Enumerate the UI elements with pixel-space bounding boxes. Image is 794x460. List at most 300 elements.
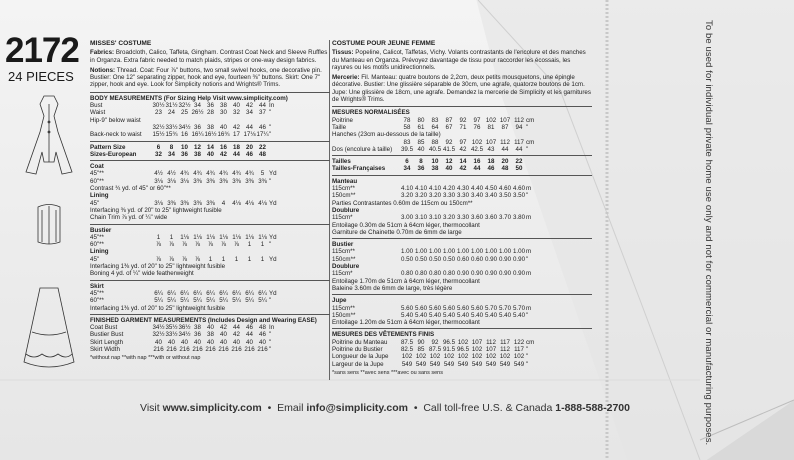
table-cell: 40	[207, 324, 214, 332]
table-cell: ⅞	[168, 241, 175, 249]
table-cell: 16½	[204, 131, 217, 139]
table-cell: ⅞	[181, 255, 188, 263]
table-cell: 4⅛	[232, 199, 241, 207]
table-cell: 37	[259, 109, 266, 117]
table-cell: 39.5	[400, 145, 414, 153]
table-cell: "	[269, 109, 272, 117]
table-cell: 42	[220, 150, 227, 158]
table-cell: 6¼	[193, 289, 202, 297]
table-cell	[428, 241, 442, 248]
row-label: Waist	[90, 109, 106, 117]
row-label: Doublure	[332, 263, 360, 271]
table-cell	[204, 227, 217, 234]
table-cell	[191, 248, 204, 255]
row-label: 150cm**	[332, 311, 356, 319]
divider	[332, 155, 592, 156]
table-cell	[204, 117, 217, 124]
table-cell: 216	[153, 345, 164, 353]
table-row	[332, 117, 592, 124]
divider	[90, 224, 330, 225]
table-cell	[152, 283, 165, 290]
table-cell	[456, 178, 470, 185]
table-cell: 44	[246, 331, 253, 339]
divider	[332, 238, 592, 239]
table-cell: cm	[526, 138, 535, 146]
table-cell: 3⅜	[193, 199, 202, 207]
table-cell: 34½	[178, 331, 191, 339]
row-label: 60"**	[90, 241, 104, 249]
table-cell: 4.60	[498, 185, 512, 193]
row-label: Back-neck to waist	[90, 131, 142, 139]
table-cell: 3⅛	[154, 199, 163, 207]
table-cell: cm	[526, 338, 535, 346]
table-cell	[498, 207, 512, 214]
table-cell: 16	[220, 143, 227, 151]
table-cell: "	[269, 345, 272, 353]
table-cell	[526, 263, 534, 270]
table-cell: 117	[514, 345, 524, 353]
divider	[332, 328, 592, 329]
table-cell: 102	[471, 353, 483, 361]
row-label: Lining	[90, 248, 109, 256]
table-cell: 107	[485, 345, 497, 353]
table-cell: 5.40	[512, 311, 526, 319]
table-cell: 102	[485, 353, 497, 361]
table-cell: Yd	[269, 255, 277, 263]
table-cell	[191, 192, 204, 199]
row-label: Skirt Length	[90, 338, 124, 346]
table-cell: 44	[246, 123, 253, 131]
table-cell: 3.20	[442, 214, 456, 222]
footnote-fr: *sans sens **avec sens ***avec ou sans sens	[332, 369, 443, 376]
table-cell: 3⅜	[167, 199, 176, 207]
table-cell	[256, 192, 269, 199]
notions-en: Notions: Thread. Coat: Four ⅞" buttons, two small swivel hooks, one decorative pin. Bustier: One 12" separating zipper, hook and eye, fourteen ⅜" buttons. Skirt: One 7" zipper, hook and eye. Look for Simplicity notions and Wrights® Trims.	[90, 66, 322, 89]
table-cell	[152, 227, 165, 234]
table-cell: 5¼	[219, 297, 228, 305]
table-cell: 34	[246, 109, 253, 117]
table-cell: 46	[246, 150, 253, 158]
row-label: 60"**	[90, 297, 104, 305]
table-cell: 1.00	[470, 248, 484, 256]
table-cell: 3.00	[400, 214, 414, 222]
table-cell: 107	[485, 138, 497, 146]
table-cell: 5¼	[180, 297, 189, 305]
table-cell	[230, 163, 243, 170]
finished-title-en: FINISHED GARMENT MEASUREMENTS (Includes Design and Wearing EASE)	[90, 316, 317, 324]
table-cell: 216	[218, 345, 229, 353]
table-cell: 44	[233, 324, 240, 332]
table-cell: Yd	[269, 233, 277, 241]
finished-title-fr: MESURES DES VÊTEMENTS FINIS	[332, 331, 435, 339]
table-cell: 32	[155, 150, 162, 158]
table-cell	[484, 241, 498, 248]
table-cell: 3.30	[456, 214, 470, 222]
table-cell: 38	[220, 102, 227, 110]
table-cell: 3.50	[498, 192, 512, 200]
table-cell: 0.80	[442, 270, 456, 278]
table-cell: 22	[515, 158, 523, 166]
table-cell	[526, 165, 534, 172]
table-cell: 3.20	[428, 192, 442, 200]
table-cell: 12	[194, 143, 201, 151]
row-label: Jupe	[332, 297, 347, 305]
table-cell: 117	[500, 338, 510, 346]
row-label: 45"**	[90, 233, 104, 241]
table-row	[90, 178, 330, 185]
row-label: Tailles-Françaises	[332, 165, 386, 173]
table-row	[90, 170, 330, 177]
table-cell: 549	[499, 360, 511, 368]
row-label: 115cm*	[332, 270, 353, 278]
table-cell: 0.50	[414, 255, 428, 263]
table-row	[90, 192, 330, 199]
table-cell: 18	[487, 158, 495, 166]
table-cell	[269, 117, 277, 124]
table-row	[90, 346, 330, 353]
table-cell: 5.40	[414, 311, 428, 319]
table-cell: 1.00	[414, 248, 428, 256]
table-cell: 1.00	[498, 248, 512, 256]
table-cell: "	[269, 338, 272, 346]
table-cell: 3.30	[456, 192, 470, 200]
table-cell: 4⅛	[245, 199, 254, 207]
english-column	[90, 40, 330, 363]
table-cell: 32	[233, 109, 240, 117]
row-label: 45"**	[90, 289, 104, 297]
table-cell: 122	[513, 338, 525, 346]
row-label: Manteau	[332, 177, 358, 185]
table-cell: 1⅛	[180, 233, 189, 241]
table-cell: 102	[499, 353, 511, 361]
table-cell: 92	[445, 138, 453, 146]
table-row	[90, 227, 330, 234]
table-cell: 44	[259, 102, 266, 110]
table-cell	[165, 163, 178, 170]
table-cell: 44	[473, 165, 481, 173]
table-cell	[217, 192, 230, 199]
table-cell: 0.50	[442, 255, 456, 263]
table-cell: 10	[181, 143, 188, 151]
table-row	[332, 305, 592, 312]
table-cell: 90	[417, 338, 425, 346]
table-cell: 549	[457, 360, 469, 368]
table-cell: 0.50	[428, 255, 442, 263]
table-cell	[217, 248, 230, 255]
phone-number[interactable]: 1-888-588-2700	[555, 402, 630, 414]
table-cell: 97	[459, 138, 467, 146]
table-cell: 4¾	[245, 170, 254, 178]
coat-contrast-en: Contrast ¾ yd. of 45" or 60"**	[90, 185, 171, 193]
table-cell: 3.10	[414, 214, 428, 222]
table-cell: 87.5	[428, 345, 442, 353]
table-cell: m	[526, 185, 532, 193]
table-cell: 1	[247, 255, 252, 263]
table-cell: 3.20	[414, 192, 428, 200]
table-cell: 8	[419, 158, 423, 166]
table-cell: 3.60	[484, 214, 498, 222]
table-cell: ⅞	[155, 255, 162, 263]
table-cell: 549	[485, 360, 497, 368]
table-cell: 549	[471, 360, 483, 368]
table-cell: 40	[246, 338, 253, 346]
table-cell: 5.70	[512, 304, 526, 312]
table-cell: 34½	[178, 123, 191, 131]
table-cell	[165, 227, 178, 234]
table-row	[90, 234, 330, 241]
email-link[interactable]: info@simplicity.com	[306, 402, 408, 414]
table-cell: 5.40	[400, 311, 414, 319]
table-cell	[512, 241, 526, 248]
table-cell: 92	[459, 116, 467, 124]
table-row	[90, 117, 330, 124]
divider	[90, 160, 330, 161]
table-row	[90, 163, 330, 170]
table-cell	[498, 131, 512, 138]
table-cell: "	[526, 353, 529, 361]
table-row	[332, 353, 592, 360]
table-cell: 6	[405, 158, 409, 166]
table-cell: 88	[431, 138, 439, 146]
table-cell: 112	[486, 338, 496, 346]
table-cell: 85	[417, 138, 425, 146]
table-cell: m	[526, 270, 532, 278]
table-cell: In	[269, 324, 275, 332]
table-cell	[230, 283, 243, 290]
table-cell: 102	[513, 353, 525, 361]
table-cell: 1⅛	[245, 233, 254, 241]
title-fr: COSTUME POUR JEUNE FEMME	[332, 40, 436, 47]
table-cell: 216	[166, 345, 177, 353]
table-cell: "	[526, 360, 529, 368]
table-cell: 42	[233, 123, 240, 131]
coat-table-en	[90, 163, 330, 185]
table-cell: 5.40	[442, 311, 456, 319]
website-link[interactable]: www.simplicity.com	[162, 402, 262, 414]
row-label: Hip-9" below waist	[90, 116, 141, 124]
table-cell: "	[269, 177, 272, 185]
table-cell: 1	[260, 241, 265, 249]
divider	[332, 294, 592, 295]
table-cell: 40	[168, 338, 175, 346]
table-row	[332, 248, 592, 255]
table-cell: 5.60	[470, 304, 484, 312]
table-cell: 6¼	[232, 289, 241, 297]
table-cell: 1	[221, 255, 226, 263]
table-cell: cm	[526, 116, 535, 124]
table-cell: 112	[500, 345, 510, 353]
table-cell: 3.20	[400, 192, 414, 200]
table-cell: 4½	[154, 170, 163, 178]
table-cell: 3⅜	[219, 177, 228, 185]
row-label: 115cm**	[332, 185, 355, 193]
table-cell: "	[269, 241, 272, 249]
table-cell: 0.80	[400, 270, 414, 278]
table-cell: 4¾	[193, 170, 202, 178]
table-cell	[456, 207, 470, 214]
divider	[332, 106, 592, 107]
table-cell: 40	[207, 150, 214, 158]
row-label: 115cm**	[332, 304, 355, 312]
pattern-number: 2172	[5, 31, 79, 70]
contact-footer: Visit www.simplicity.com • Email info@simplicity.com • Call toll-free U.S. & Canada 1-888-588-2700	[140, 402, 630, 414]
table-cell: 0.50	[400, 255, 414, 263]
row-label	[90, 124, 152, 131]
table-cell: 32½	[178, 102, 191, 110]
table-row	[332, 256, 592, 263]
table-cell: 102	[457, 338, 469, 346]
table-cell: 6	[156, 143, 161, 151]
table-cell: 3.30	[442, 192, 456, 200]
table-cell	[269, 144, 277, 151]
table-cell: 4.60	[512, 185, 526, 193]
table-cell	[217, 283, 230, 290]
table-cell	[256, 163, 269, 170]
table-cell: 38	[207, 123, 214, 131]
table-cell: 549	[401, 360, 413, 368]
table-cell	[442, 297, 456, 304]
table-cell	[230, 248, 243, 255]
table-cell: 6¼	[206, 289, 215, 297]
row-label: 45"**	[90, 170, 104, 178]
table-cell: "	[526, 311, 529, 319]
table-cell: 5.40	[484, 311, 498, 319]
table-cell	[243, 227, 256, 234]
table-cell	[152, 192, 165, 199]
table-cell	[526, 158, 534, 165]
table-cell	[243, 248, 256, 255]
table-row	[90, 283, 330, 290]
phone-label: Call toll-free U.S. & Canada	[423, 402, 553, 414]
table-cell: 549	[513, 360, 525, 368]
visit-label: Visit	[140, 402, 160, 414]
table-cell: 16¾	[217, 131, 230, 139]
table-cell: 17¼	[256, 131, 269, 139]
table-cell: 5.60	[400, 304, 414, 312]
table-cell	[442, 241, 456, 248]
table-cell: 4¾	[232, 170, 241, 178]
table-cell	[526, 241, 534, 248]
table-cell: "	[269, 331, 272, 339]
table-cell: 76	[473, 123, 481, 131]
table-cell: 4.30	[456, 185, 470, 193]
coat-lining-en	[90, 192, 330, 207]
table-cell	[243, 163, 256, 170]
table-cell: 0.60	[470, 255, 484, 263]
table-cell	[400, 131, 414, 138]
skirt-interfacing-en: Interfacing 1⅜ yd. of 20" to 25" lightweight fusible	[90, 304, 226, 312]
coat-chain-en: Chain Trim ⅞ yd. of ¼" wide	[90, 214, 168, 222]
table-cell: 40	[194, 338, 201, 346]
table-cell: 3.50	[512, 192, 526, 200]
table-cell	[484, 263, 498, 270]
table-cell: 44	[233, 150, 240, 158]
table-row	[332, 241, 592, 248]
row-label: Coat Bust	[90, 324, 118, 332]
table-cell	[165, 117, 178, 124]
table-cell: 42.5	[470, 145, 484, 153]
table-cell: 91.5	[442, 345, 456, 353]
row-label: Lining	[90, 192, 109, 200]
table-cell: 36	[417, 165, 425, 173]
table-cell: 1⅛	[258, 233, 267, 241]
table-cell: 46	[259, 331, 266, 339]
table-cell: 92	[431, 338, 439, 346]
table-cell: 36	[181, 150, 188, 158]
table-cell	[414, 178, 428, 185]
table-cell: 41.5	[442, 145, 456, 153]
table-cell: 5.40	[470, 311, 484, 319]
table-cell: 40	[207, 338, 214, 346]
table-cell: 36	[194, 331, 201, 339]
table-cell	[178, 117, 191, 124]
table-cell: 5.60	[456, 304, 470, 312]
table-cell: 5¼	[245, 297, 254, 305]
table-row	[332, 263, 592, 270]
table-cell: ⅞	[155, 241, 162, 249]
table-cell	[442, 263, 456, 270]
table-row	[90, 324, 330, 331]
table-cell: 3.40	[470, 192, 484, 200]
table-cell	[152, 117, 165, 124]
table-cell	[498, 297, 512, 304]
table-cell: 3.70	[498, 214, 512, 222]
row-label: 115cm**	[332, 248, 355, 256]
row-label: Skirt	[90, 282, 104, 290]
table-cell: 3⅜	[180, 199, 189, 207]
table-cell: 42	[459, 145, 467, 153]
table-row	[332, 297, 592, 304]
row-label: Pattern Size	[90, 143, 126, 151]
garment-line-drawings	[14, 92, 84, 392]
table-cell: "	[269, 123, 272, 131]
row-label: Hanches (23cm au-dessous de la taille)	[332, 131, 441, 139]
table-cell	[428, 297, 442, 304]
table-cell	[217, 227, 230, 234]
table-row	[332, 312, 592, 319]
table-cell	[243, 117, 256, 124]
mercerie-fr: Mercerie: Fil. Manteau: quatre boutons de 2,2cm, deux petits mousquetons, une épingle décorative. Bustier: Une glissière séparable de 30cm, une agrafe, quatorze boutons de 1cm. Jupe: Une glissière de 18cm, une agrafe. Demandez la mercerie de Simplicity et les garnitures de Wrights® Trims.	[332, 74, 591, 104]
table-cell: "	[526, 192, 529, 200]
table-cell	[456, 263, 470, 270]
bustier-boning-en: Boning 4 yd. of ¼" wide featherweight	[90, 270, 194, 278]
table-cell	[178, 227, 191, 234]
table-cell	[256, 283, 269, 290]
manteau-table-fr	[332, 178, 592, 200]
usage-notice: To be used for individual private home use only and not for commercial or manufacturing purposes.	[703, 20, 714, 446]
table-cell	[165, 192, 178, 199]
table-cell	[256, 117, 269, 124]
table-cell: 18	[233, 143, 240, 151]
table-cell: 6¼	[245, 289, 254, 297]
table-cell	[400, 297, 414, 304]
footnote-en: *without nap **with nap ***with or without nap	[90, 355, 201, 362]
table-cell	[400, 178, 414, 185]
table-cell	[230, 227, 243, 234]
table-row	[90, 102, 330, 109]
table-cell: 97	[473, 116, 481, 124]
table-cell: 30	[220, 109, 227, 117]
table-cell: 3⅜	[232, 177, 241, 185]
table-cell: 14	[459, 158, 467, 166]
table-cell: 15½	[152, 131, 165, 139]
table-cell: 0.60	[456, 255, 470, 263]
table-cell: 216	[179, 345, 190, 353]
table-cell: 64	[431, 123, 439, 131]
table-cell: 85	[417, 345, 425, 353]
table-row	[90, 256, 330, 263]
table-cell: 0.90	[484, 270, 498, 278]
